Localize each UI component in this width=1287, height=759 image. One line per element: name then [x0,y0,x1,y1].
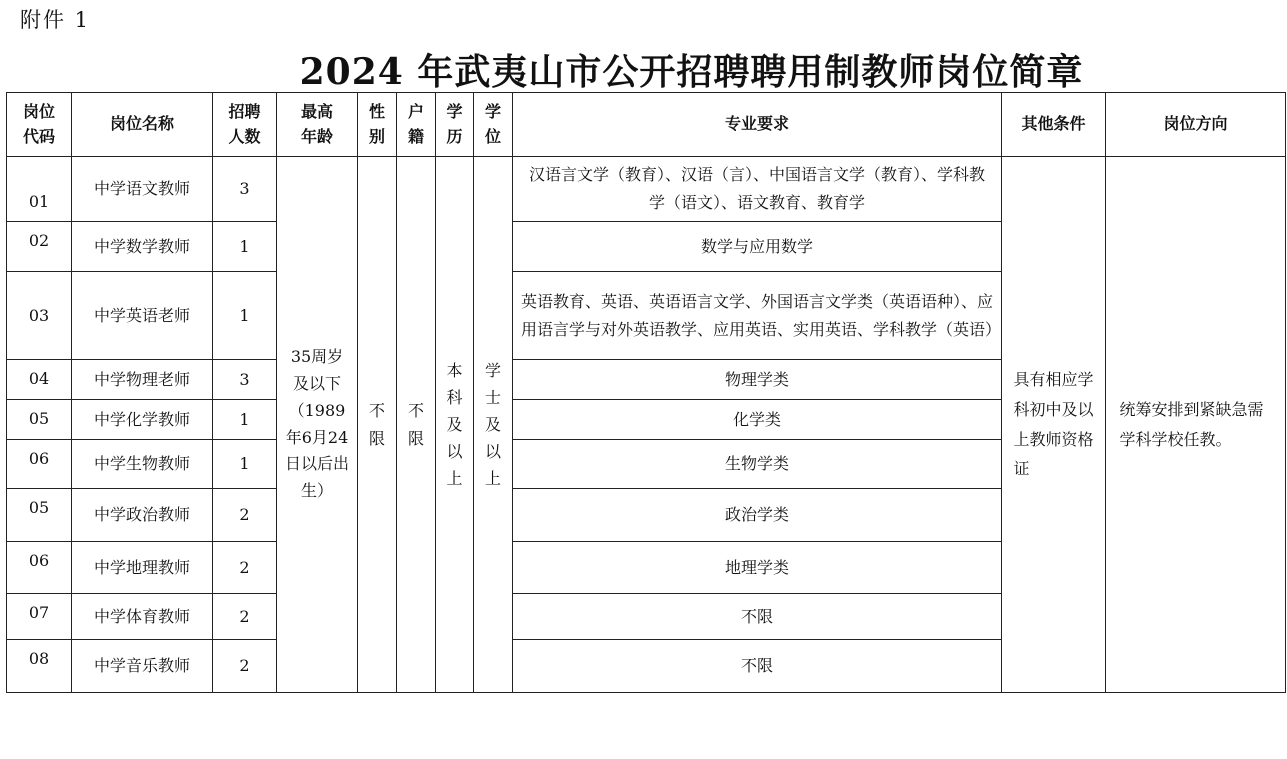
post-count: 1 [213,440,277,489]
post-name: 中学音乐教师 [72,640,213,693]
post-direction-cell: 统筹安排到紧缺急需学科学校任教。 [1106,157,1286,693]
post-code: 06 [7,440,72,489]
post-name: 中学语文教师 [72,157,213,222]
header-name: 岗位名称 [72,93,213,157]
gender-cell: 不限 [358,157,397,693]
table-row [7,157,1286,222]
post-count: 1 [213,400,277,440]
major-requirement: 政治学类 [513,489,1002,542]
header-direction: 岗位方向 [1106,93,1286,157]
header-age: 最高年龄 [277,93,358,157]
post-name: 中学政治教师 [72,489,213,542]
post-code: 05 [7,400,72,440]
header-gender: 性别 [358,93,397,157]
header-code: 岗位代码 [7,93,72,157]
max-age-cell: 35周岁及以下（1989年6月24日以后出生） [277,157,358,693]
post-name: 中学物理老师 [72,360,213,400]
major-requirement: 物理学类 [513,360,1002,400]
attachment-label: 附件 1 [20,8,91,32]
header-degree: 学位 [474,93,513,157]
major-requirement: 地理学类 [513,542,1002,594]
post-name: 中学地理教师 [72,542,213,594]
education-cell: 本科及以上 [436,157,474,693]
major-requirement: 不限 [513,594,1002,640]
post-count: 3 [213,157,277,222]
post-count: 1 [213,222,277,272]
hukou-cell: 不限 [397,157,436,693]
post-count: 2 [213,542,277,594]
post-name: 中学英语老师 [72,272,213,360]
post-name: 中学体育教师 [72,594,213,640]
post-count: 3 [213,360,277,400]
post-count: 2 [213,594,277,640]
post-count: 1 [213,272,277,360]
header-major: 专业要求 [513,93,1002,157]
post-code: 07 [7,594,72,640]
major-requirement: 汉语言文学（教育）、汉语（言）、中国语言文学（教育）、学科教学（语文）、语文教育、教育学 [513,157,1002,222]
major-requirement: 数学与应用数学 [513,222,1002,272]
post-code: 02 [7,222,72,272]
post-name: 中学生物教师 [72,440,213,489]
major-requirement: 化学类 [513,400,1002,440]
post-code: 01 [7,157,72,222]
header-row [7,93,1286,157]
post-code: 08 [7,640,72,693]
page-title: 2024 年武夷山市公开招聘聘用制教师岗位简章 [299,51,1084,93]
post-code: 04 [7,360,72,400]
post-count: 2 [213,640,277,693]
degree-cell: 学士及以上 [474,157,513,693]
major-requirement: 不限 [513,640,1002,693]
major-requirement: 英语教育、英语、英语语言文学、外国语言文学类（英语语种）、应用语言学与对外英语教学、应用英语、实用英语、学科教学（英语） [513,272,1002,360]
other-conditions-cell: 具有相应学科初中及以上教师资格证 [1002,157,1106,693]
header-education: 学历 [436,93,474,157]
post-name: 中学数学教师 [72,222,213,272]
recruitment-table [6,92,1286,693]
post-count: 2 [213,489,277,542]
post-name: 中学化学教师 [72,400,213,440]
post-code: 05 [7,489,72,542]
major-requirement: 生物学类 [513,440,1002,489]
post-code: 03 [7,272,72,360]
header-count: 招聘人数 [213,93,277,157]
header-hukou: 户籍 [397,93,436,157]
header-other: 其他条件 [1002,93,1106,157]
post-code: 06 [7,542,72,594]
